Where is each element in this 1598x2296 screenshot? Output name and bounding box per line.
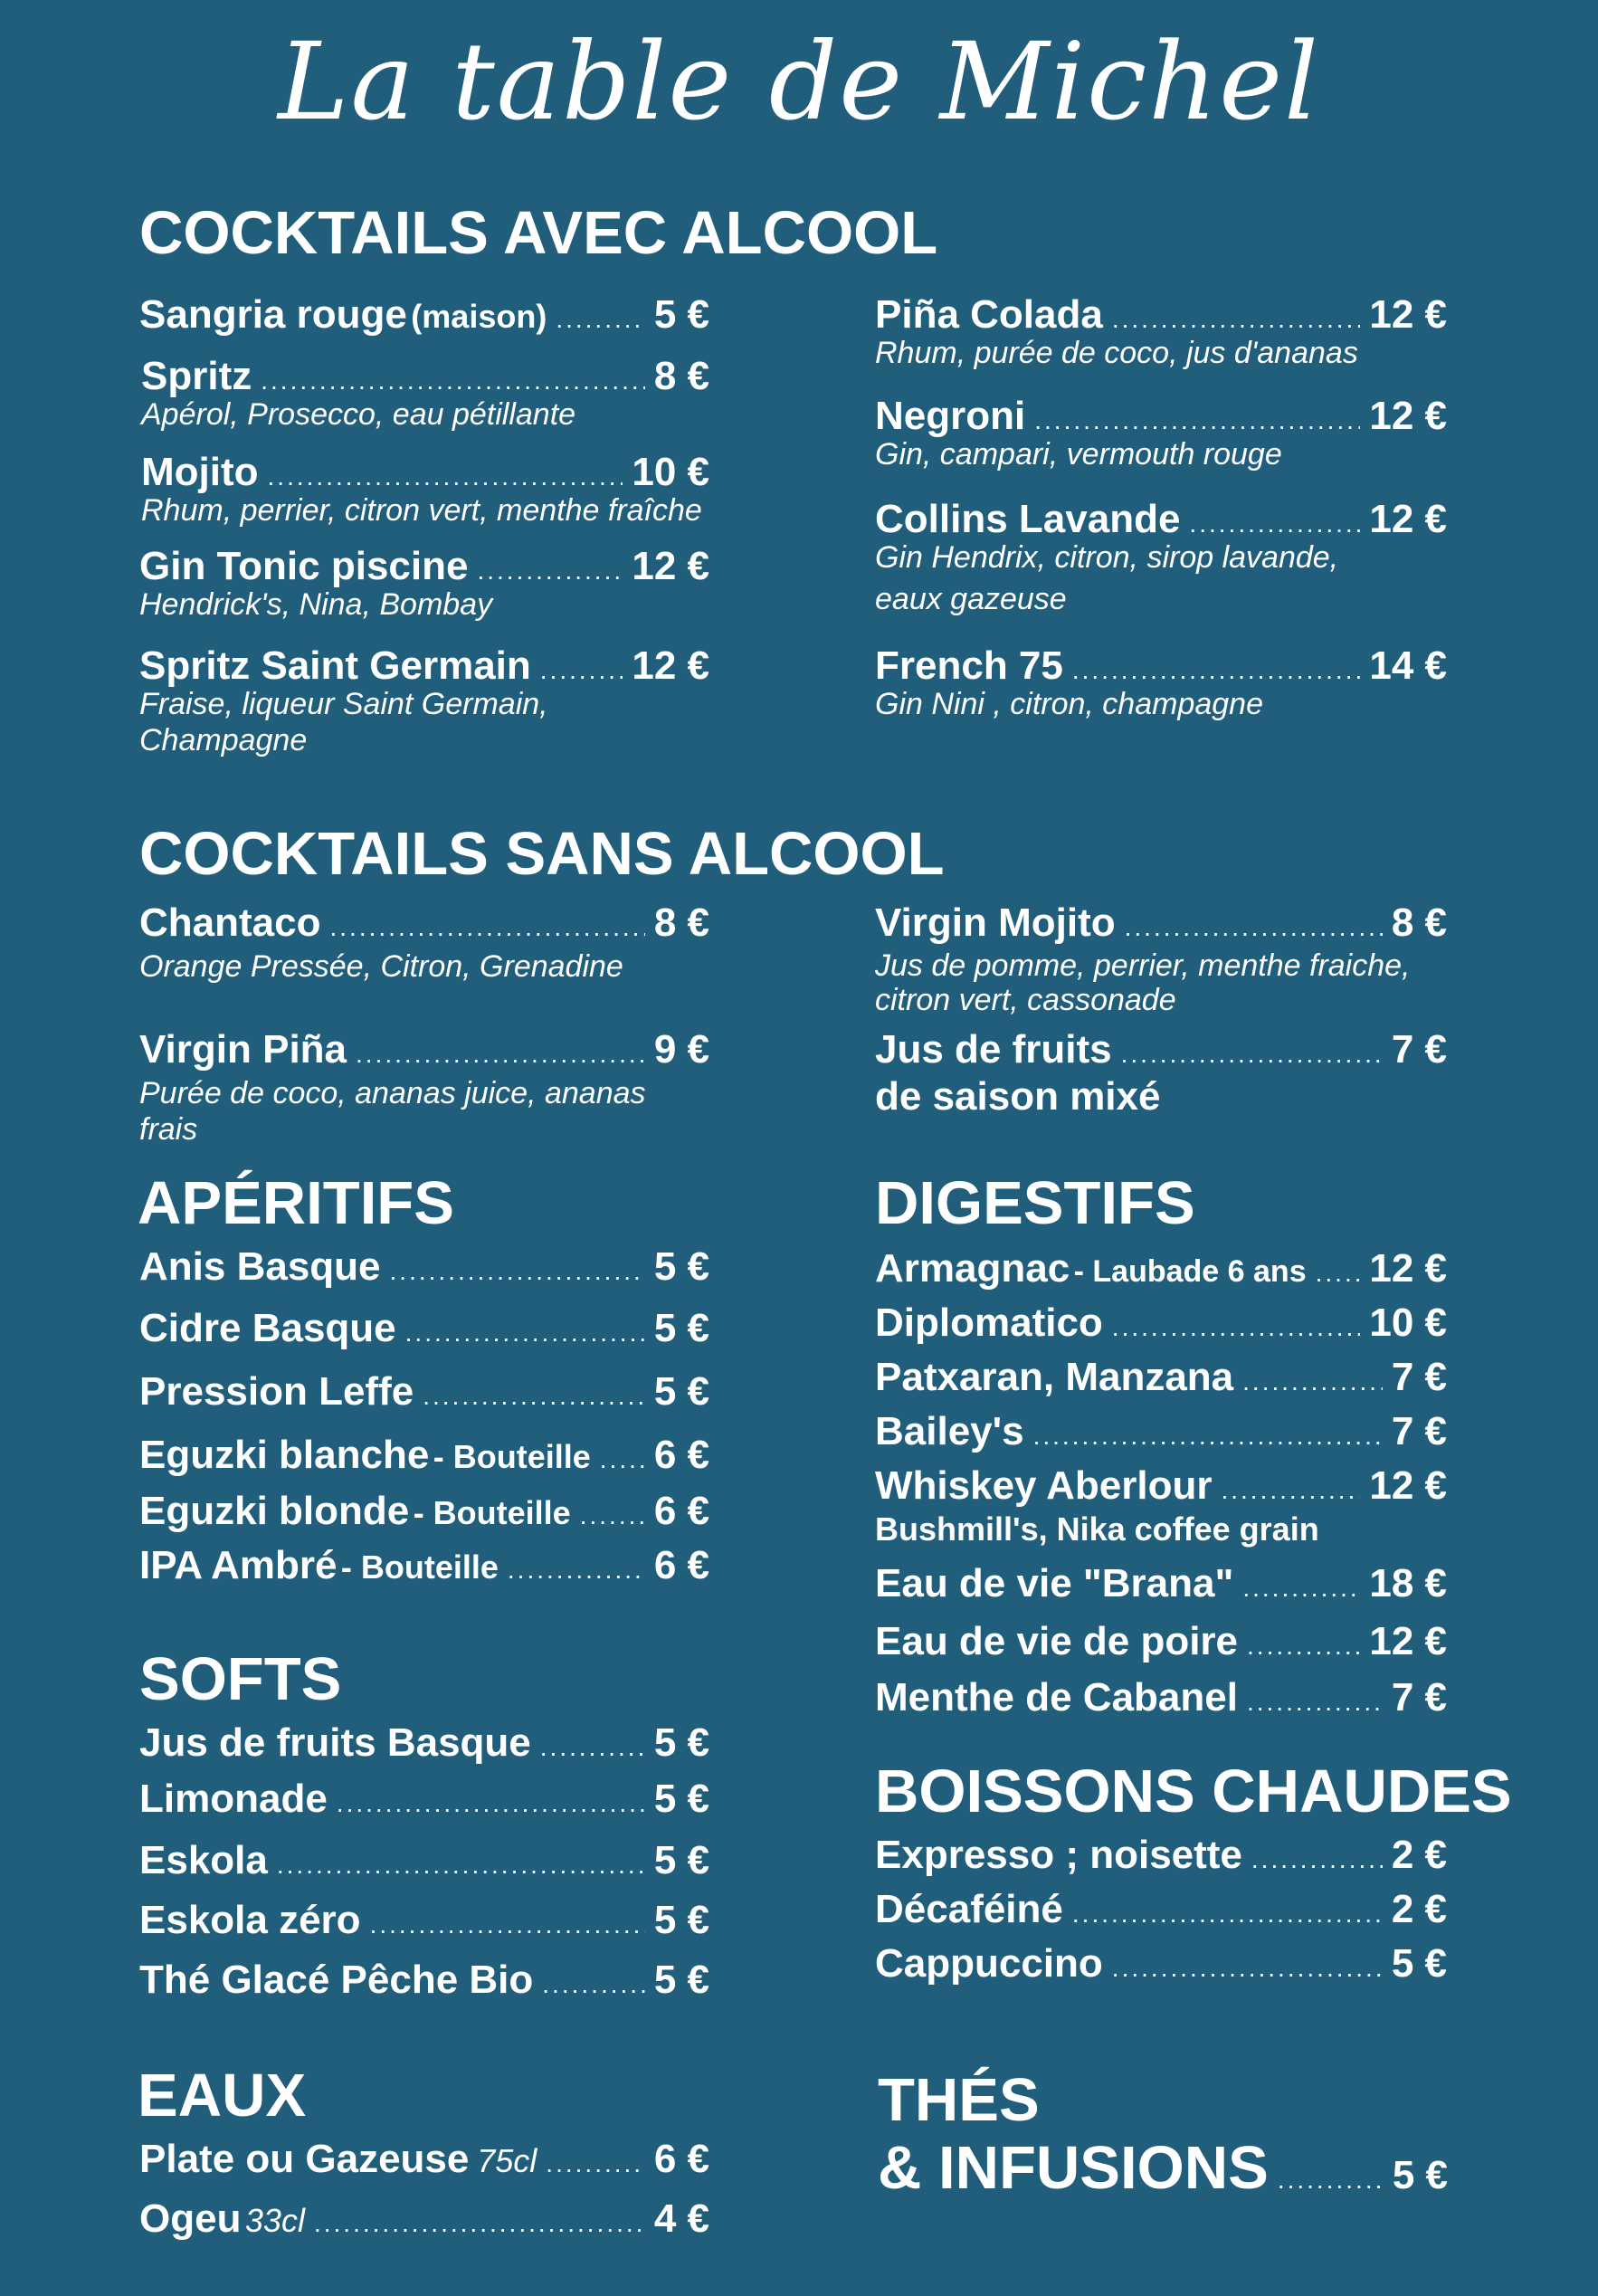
item-suffix: - Bouteille xyxy=(340,1548,499,1586)
item-price: 5 € xyxy=(653,1306,709,1350)
item-name: Jus de fruits xyxy=(875,1027,1112,1072)
menu-item-spritz-saint-germain xyxy=(139,643,709,758)
item-name: Mojito xyxy=(141,450,259,494)
leader-dots xyxy=(1242,1367,1383,1396)
item-price: 12 € xyxy=(1369,292,1447,337)
menu-item-eskola xyxy=(139,1837,709,1897)
thes-infusions-line xyxy=(878,2134,1448,2203)
item-price: 6 € xyxy=(653,1489,709,1533)
item-description: Gin, campari, vermouth rouge xyxy=(875,437,1282,472)
menu-item-baileys xyxy=(875,1408,1447,1462)
eaux-list xyxy=(139,2136,709,2252)
item-price: 5 € xyxy=(1392,2153,1448,2197)
item-name: Thé Glacé Pêche Bio xyxy=(139,1958,534,2002)
menu-item-eguzki-blonde xyxy=(139,1488,709,1542)
leader-dots xyxy=(370,1910,645,1939)
menu-item-pina-colada xyxy=(875,291,1447,371)
leader-dots xyxy=(1242,1574,1360,1603)
leader-dots xyxy=(1034,406,1360,435)
item-name: Cappuccino xyxy=(875,1941,1103,1986)
item-name: Collins Lavande xyxy=(875,497,1181,541)
item-suffix: - Laubade 6 ans xyxy=(1073,1254,1307,1289)
item-price: 12 € xyxy=(1369,394,1447,438)
leader-dots xyxy=(1189,510,1360,538)
menu-item-plate-gazeuse xyxy=(139,2136,709,2196)
item-name: Eau de vie "Brana" xyxy=(875,1561,1234,1605)
item-description: Fraise, liqueur Saint Germain, Champagne xyxy=(139,687,548,757)
leader-dots xyxy=(1316,1259,1361,1288)
menu-item-eguzki-blanche xyxy=(139,1432,709,1488)
leader-dots xyxy=(1251,1845,1383,1874)
item-price: 9 € xyxy=(653,1027,709,1072)
leader-dots xyxy=(1247,1688,1383,1717)
menu-item-virgin-mojito xyxy=(875,900,1447,1017)
menu-item-ipa-ambre xyxy=(139,1542,709,1596)
item-price: 5 € xyxy=(1391,1941,1447,1986)
menu-item-french-75 xyxy=(875,643,1447,722)
item-name: Eau de vie de poire xyxy=(875,1619,1239,1663)
item-price: 5 € xyxy=(653,292,709,337)
item-price: 12 € xyxy=(632,544,709,588)
menu-item-limonade xyxy=(139,1776,709,1837)
section-heading-aperitifs: APÉRITIFS xyxy=(138,1169,454,1237)
item-description xyxy=(875,948,1447,1017)
menu-item-jus-de-fruits xyxy=(875,1026,1447,1120)
restaurant-title: La table de Michel xyxy=(278,19,1320,144)
item-price: 2 € xyxy=(1391,1833,1447,1877)
heading-line: & INFUSIONS xyxy=(878,2134,1269,2202)
item-price: 12 € xyxy=(632,643,709,688)
item-name: Spritz Saint Germain xyxy=(139,643,531,688)
section-heading-eaux: EAUX xyxy=(138,2062,307,2129)
menu-item-virgin-pina xyxy=(139,1026,709,1148)
item-description-line: Jus de pomme, perrier, menthe fraiche, xyxy=(875,948,1411,983)
menu-item-eskola-zero xyxy=(139,1897,709,1957)
digestifs-list xyxy=(875,1245,1447,1729)
item-description: Gin Nini , citron, champagne xyxy=(875,687,1263,721)
item-name: IPA Ambré xyxy=(139,1543,338,1587)
leader-dots xyxy=(508,1556,645,1585)
leader-dots xyxy=(556,305,645,334)
item-name: Anis Basque xyxy=(139,1244,381,1289)
item-name-continued: de saison mixé xyxy=(875,1074,1161,1119)
leader-dots xyxy=(1221,1476,1360,1505)
item-price: 4 € xyxy=(653,2196,709,2241)
menu-item-cidre-basque xyxy=(139,1305,709,1368)
item-description xyxy=(875,539,1447,617)
menu-item-collins-lavande xyxy=(875,496,1447,617)
whiskey-subitems: Bushmill's, Nika coffee grain xyxy=(875,1510,1319,1548)
item-name: Menthe de Cabanel xyxy=(875,1675,1238,1720)
item-name: Décaféiné xyxy=(875,1887,1063,1931)
item-name: Whiskey Aberlour xyxy=(875,1463,1213,1508)
menu-item-eau-de-vie-brana xyxy=(875,1560,1447,1618)
leader-dots xyxy=(1033,1422,1383,1451)
item-name: Bailey's xyxy=(875,1409,1024,1453)
leader-dots xyxy=(1072,1900,1383,1929)
menu-item-cappuccino xyxy=(875,1940,1447,1995)
leader-dots xyxy=(580,1501,645,1530)
item-price: 5 € xyxy=(653,1898,709,1942)
menu-item-menthe-cabanel xyxy=(875,1674,1447,1729)
item-price: 5 € xyxy=(653,1838,709,1882)
leader-dots xyxy=(540,1733,645,1762)
menu-item-sangria xyxy=(139,291,709,338)
aperitifs-list xyxy=(139,1243,709,1596)
menu-item-decafeine xyxy=(875,1886,1447,1940)
item-price: 14 € xyxy=(1369,643,1447,688)
item-name: Jus de fruits Basque xyxy=(139,1720,531,1765)
item-name: Ogeu xyxy=(139,2196,242,2241)
leader-dots xyxy=(314,2209,645,2238)
item-name: Virgin Mojito xyxy=(875,900,1116,945)
menu-item-diplomatico xyxy=(875,1300,1447,1354)
menu-item-armagnac xyxy=(875,1245,1447,1300)
item-price: 5 € xyxy=(653,1369,709,1414)
menu-item-gin-tonic xyxy=(139,543,709,623)
item-price: 5 € xyxy=(653,1777,709,1821)
item-description: Rhum, perrier, citron vert, menthe fraîche xyxy=(141,493,702,528)
item-price: 6 € xyxy=(653,1543,709,1587)
leader-dots xyxy=(390,1257,645,1286)
leader-dots xyxy=(477,557,623,586)
menu-item-ogeu xyxy=(139,2196,709,2252)
menu-item-eau-de-vie-poire xyxy=(875,1618,1447,1674)
item-name: Eskola xyxy=(139,1838,268,1882)
item-description-line: eaux gazeuse xyxy=(875,582,1067,616)
item-suffix: (maison) xyxy=(411,298,547,335)
leader-dots xyxy=(423,1382,645,1411)
leader-dots xyxy=(1072,656,1360,685)
item-price: 6 € xyxy=(653,1433,709,1477)
item-name: Patxaran, Manzana xyxy=(875,1355,1234,1399)
item-name: Plate ou Gazeuse xyxy=(139,2137,470,2181)
item-name: Limonade xyxy=(139,1777,328,1821)
item-price: 12 € xyxy=(1369,1246,1447,1291)
item-name: Cidre Basque xyxy=(139,1306,396,1350)
menu-item-negroni xyxy=(875,393,1447,472)
item-name: Negroni xyxy=(875,394,1026,438)
item-description: Hendrick's, Nina, Bombay xyxy=(139,587,493,622)
item-name: Eguzki blanche xyxy=(139,1433,430,1477)
item-price: 5 € xyxy=(653,1958,709,2002)
leader-dots xyxy=(277,1851,645,1880)
item-name: Gin Tonic piscine xyxy=(139,544,469,588)
item-price: 10 € xyxy=(1369,1300,1447,1345)
leader-dots xyxy=(540,656,623,685)
section-heading-cocktails-alcool: COCKTAILS AVEC ALCOOL xyxy=(139,199,938,267)
item-description: Apérol, Prosecco, eau pétillante xyxy=(141,397,576,432)
menu-item-jus-fruits-basque xyxy=(139,1720,709,1776)
item-suffix: - Bouteille xyxy=(413,1494,571,1531)
item-description-line: Gin Hendrix, citron, sirop lavande, xyxy=(875,540,1339,575)
item-price: 10 € xyxy=(632,450,709,494)
item-price: 7 € xyxy=(1391,1355,1447,1399)
item-price: 2 € xyxy=(1391,1887,1447,1931)
leader-dots xyxy=(1121,1040,1383,1069)
item-suffix: - Bouteille xyxy=(433,1438,591,1475)
item-name: French 75 xyxy=(875,643,1063,688)
menu-item-mojito xyxy=(141,449,709,529)
item-name: Pression Leffe xyxy=(139,1369,414,1414)
section-heading-cocktails-sans-alcool: COCKTAILS SANS ALCOOL xyxy=(139,820,945,888)
section-heading-thes xyxy=(878,2067,1040,2134)
menu-item-chantaco xyxy=(139,900,709,985)
leader-dots xyxy=(546,2149,645,2178)
item-price: 6 € xyxy=(653,2137,709,2181)
leader-dots xyxy=(1247,1632,1360,1661)
leader-dots xyxy=(1112,1954,1383,1983)
menu-item-whiskey-aberlour xyxy=(875,1462,1447,1510)
item-name: Expresso ; noisette xyxy=(875,1833,1242,1877)
item-price: 5 € xyxy=(653,1244,709,1289)
leader-dots xyxy=(1125,913,1383,942)
item-description-line: citron vert, cassonade xyxy=(875,983,1176,1017)
item-price: 8 € xyxy=(653,900,709,945)
leader-dots xyxy=(1112,305,1361,334)
section-heading-boissons-chaudes: BOISSONS CHAUDES xyxy=(875,1758,1512,1825)
menu-item-spritz xyxy=(141,353,709,433)
menu-item-the-glace xyxy=(139,1957,709,2013)
leader-dots xyxy=(337,1789,645,1818)
item-name: Eskola zéro xyxy=(139,1898,361,1942)
item-name: Spritz xyxy=(141,354,252,398)
item-price: 12 € xyxy=(1369,497,1447,541)
softs-list xyxy=(139,1720,709,2013)
leader-dots xyxy=(261,367,645,395)
leader-dots xyxy=(405,1319,645,1348)
item-price: 18 € xyxy=(1369,1561,1447,1605)
item-name: Piña Colada xyxy=(875,292,1103,337)
item-description: Rhum, purée de coco, jus d'ananas xyxy=(875,336,1358,370)
item-name: Armagnac xyxy=(875,1246,1070,1291)
item-name: Sangria rouge xyxy=(139,292,407,337)
item-price: 12 € xyxy=(1369,1463,1447,1508)
leader-dots xyxy=(268,462,623,491)
section-heading-softs: SOFTS xyxy=(139,1645,342,1713)
item-price: 7 € xyxy=(1391,1409,1447,1453)
boissons-chaudes-list xyxy=(875,1832,1447,1995)
leader-dots xyxy=(1112,1313,1361,1342)
item-price: 7 € xyxy=(1391,1675,1447,1720)
leader-dots xyxy=(356,1040,645,1069)
item-name: Chantaco xyxy=(139,900,321,945)
menu-item-pression-leffe xyxy=(139,1368,709,1432)
item-price: 12 € xyxy=(1369,1619,1447,1663)
item-description: Orange Pressée, Citron, Grenadine xyxy=(139,949,623,984)
item-size: 75cl xyxy=(477,2142,537,2179)
menu-item-patxaran xyxy=(875,1354,1447,1408)
item-size: 33cl xyxy=(244,2202,305,2239)
section-heading-digestifs: DIGESTIFS xyxy=(875,1169,1195,1237)
leader-dots xyxy=(542,1970,645,1999)
leader-dots xyxy=(600,1445,645,1474)
item-price: 8 € xyxy=(653,354,709,398)
item-description: Purée de coco, ananas juice, ananas frais xyxy=(139,1076,646,1147)
item-price: 7 € xyxy=(1391,1027,1447,1072)
heading-line: THÉS xyxy=(878,2066,1040,2134)
leader-dots xyxy=(329,913,644,942)
item-price: 8 € xyxy=(1391,900,1447,945)
menu-item-expresso xyxy=(875,1832,1447,1886)
menu-item-anis-basque xyxy=(139,1243,709,1305)
item-name: Virgin Piña xyxy=(139,1027,347,1072)
item-name: Eguzki blonde xyxy=(139,1489,410,1533)
leader-dots xyxy=(1278,2166,1384,2195)
item-name: Diplomatico xyxy=(875,1300,1103,1345)
item-price: 5 € xyxy=(653,1720,709,1765)
